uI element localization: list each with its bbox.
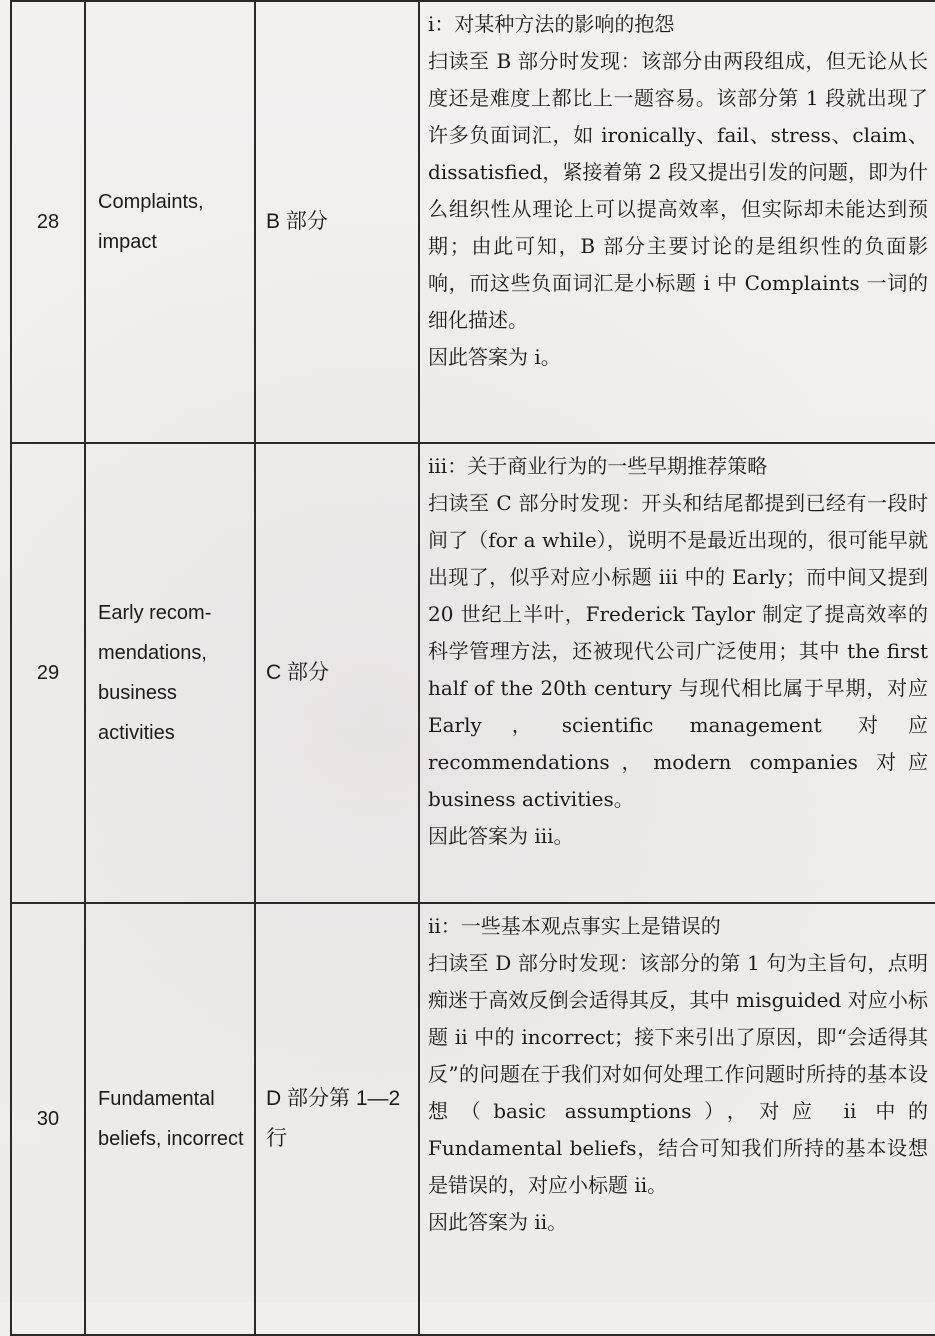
- keyword-line: mendations,: [98, 642, 207, 664]
- explanation-cell: [419, 443, 935, 903]
- location-cell: B 部分: [255, 1, 419, 443]
- analysis-text: 扫读至 B 部分时发现：该部分由两段组成，但无论从长度还是难度上都比上一题容易。该部分第 1 段就出现了许多负面词汇，如 ironically、fail、stress、claim、dissatisfied，紧接着第 2 段又提出引发的问题，即为什么组织性从理论上可以提高效率，但实际却未能达到预期；由此可知，B 部分主要讨论的是组织性的负面影响，而这些负面词汇是小标题 i 中 Complaints 一词的细化描述。: [428, 49, 928, 332]
- table-row: [11, 903, 935, 1335]
- question-number: 29: [11, 443, 85, 903]
- keywords-cell: [85, 443, 255, 903]
- explanation-cell: [419, 903, 935, 1335]
- location-cell: C 部分: [255, 443, 419, 903]
- heading-option: iii：关于商业行为的一些早期推荐策略: [428, 454, 768, 478]
- answer-conclusion: 因此答案为 ii。: [428, 1210, 568, 1234]
- keyword-line: Early recom-: [98, 602, 212, 624]
- question-number: 28: [11, 1, 85, 443]
- keyword-line: business: [98, 682, 177, 704]
- analysis-text: 扫读至 D 部分时发现：该部分的第 1 句为主旨句，点明痴迷于高效反倒会适得其反，其中 misguided 对应小标题 ii 中的 incorrect；接下来引出了原因，即“会适得其反”的问题在于我们对如何处理工作问题时所持的基本设想（basic assumptions），对应 ii 中的 Fundamental beliefs，结合可知我们所持的基本设想是错误的，对应小标题 ii。: [428, 951, 928, 1197]
- explanation-cell: [419, 1, 935, 443]
- answer-conclusion: 因此答案为 i。: [428, 345, 561, 369]
- keyword-line: beliefs, incorrect: [98, 1128, 244, 1150]
- keywords-cell: [85, 1, 255, 443]
- heading-option: ii：一些基本观点事实上是错误的: [428, 914, 721, 938]
- answer-analysis-table: [10, 0, 935, 1336]
- question-number: 30: [11, 903, 85, 1335]
- keyword-line: activities: [98, 722, 175, 744]
- table-row: [11, 443, 935, 903]
- keyword-line: Complaints,: [98, 191, 204, 213]
- location-cell: D 部分第 1—2 行: [255, 903, 419, 1335]
- keywords-cell: [85, 903, 255, 1335]
- analysis-text: 扫读至 C 部分时发现：开头和结尾都提到已经有一段时间了（for a while），说明不是最近出现的，很可能早就出现了，似乎对应小标题 iii 中的 Early；而中间又提到 20 世纪上半叶，Frederick Taylor 制定了提高效率的科学管理方法，还被现代公司广泛使用；其中 the first half of the 20th century 与现代相比属于早期，对应 Early，scientific management 对应 recommendations，modern companies 对应 business activities。: [428, 491, 928, 811]
- answer-conclusion: 因此答案为 iii。: [428, 824, 574, 848]
- heading-option: i：对某种方法的影响的抱怨: [428, 12, 675, 36]
- table-row: [11, 1, 935, 443]
- keyword-line: impact: [98, 231, 157, 253]
- keyword-line: Fundamental: [98, 1088, 215, 1110]
